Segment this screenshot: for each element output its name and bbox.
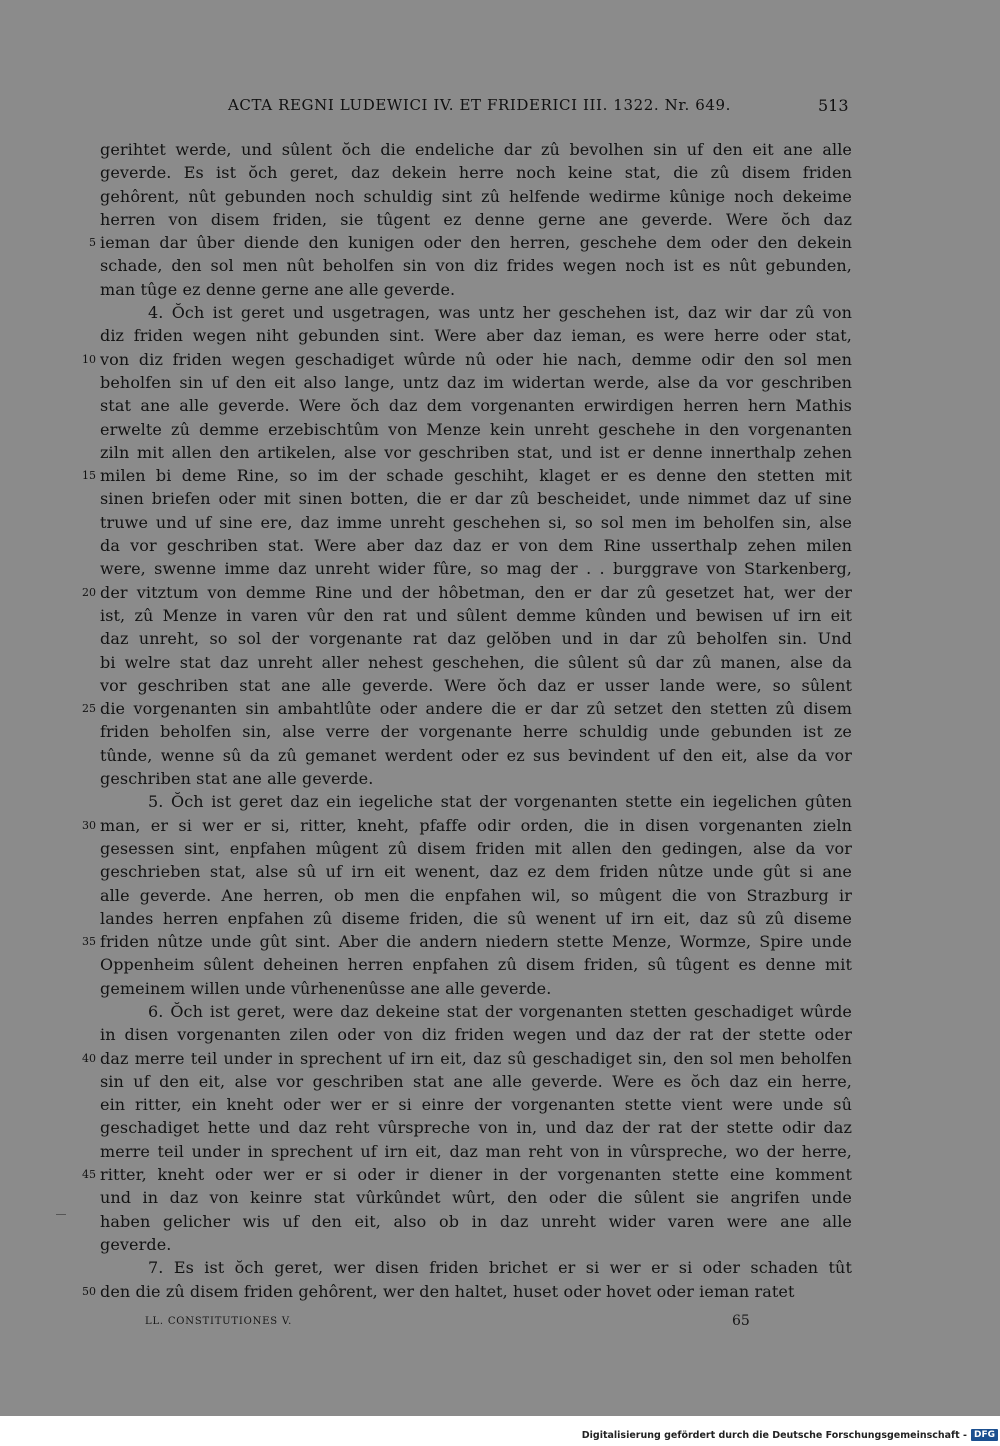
line-number: 15 (82, 469, 96, 483)
text-line (82, 1163, 852, 1186)
line-text: daz merre teil under in sprechent uf irn eit, daz sû geschadiget sin, den sol men beholfen (100, 1048, 852, 1068)
text-line (100, 720, 852, 743)
text-line (100, 324, 852, 347)
line-text: daz unreht, so sol der vorgenante rat daz gelŏben und in dar zû beholfen sin. Und (100, 629, 852, 649)
text-line (100, 301, 852, 324)
text-line (100, 138, 852, 161)
text-line (100, 907, 852, 930)
credit-text: Digitalisierung gefördert durch die Deutsche Forschungsgemeinschaft - (581, 1429, 967, 1441)
line-number: 45 (82, 1168, 96, 1182)
text-line (89, 231, 852, 254)
line-number: 20 (82, 585, 96, 599)
line-text: ziln mit allen den artikelen, alse vor geschriben stat, und ist er denne innerthalp zehen (100, 442, 852, 462)
line-text: stat ane alle geverde. Were ŏch daz dem vorgenanten erwirdigen herren hern Mathis (100, 396, 852, 416)
text-line (100, 394, 852, 417)
text-line (100, 1023, 852, 1046)
text-line (100, 651, 852, 674)
line-text: herren von disem friden, sie tûgent ez denne gerne ane geverde. Were ŏch daz (100, 209, 852, 229)
text-line (82, 930, 852, 953)
line-text: ieman dar ûber diende den kunigen oder den herren, geschehe dem oder den dekein (100, 233, 852, 253)
line-text: alle geverde. Ane herren, ob men die enpfahen wil, so mûgent die von Strazburg ir (100, 885, 852, 905)
text-line (100, 1186, 852, 1209)
text-line (100, 884, 852, 907)
line-text: truwe und uf sine ere, daz imme unreht geschehen si, so sol men im beholfen sin, alse (100, 512, 852, 532)
text-line (100, 418, 852, 441)
text-line (100, 278, 852, 301)
text-line (100, 185, 852, 208)
line-text: vor geschriben stat ane alle geverde. Were ŏch daz er usser lande were, so sûlent (100, 675, 852, 695)
text-line (100, 767, 852, 790)
page-footer (0, 1313, 1000, 1336)
line-text: 5. Ŏch ist geret daz ein iegeliche stat der vorgenanten stette ein iegelichen gûten (148, 792, 852, 812)
line-text: landes herren enpfahen zû diseme friden, die sû wenent uf irn eit, daz sû zû diseme (100, 908, 852, 928)
text-line (100, 511, 852, 534)
line-number: 25 (82, 702, 96, 716)
text-line (100, 254, 852, 277)
text-line (100, 790, 852, 813)
text-line (100, 674, 852, 697)
line-text: gemeinem willen unde vûrhenenûsse ane alle geverde. (100, 978, 552, 998)
line-text: geschadiget hette und daz reht vûrspreche von in, und daz der rat der stette odir daz (100, 1118, 852, 1138)
line-text: gehôrent, nût gebunden noch schuldig sint zû helfende wedirme kûnige noch dekeime (100, 186, 852, 206)
text-line (100, 744, 852, 767)
line-text: und in daz von keinre stat vûrkûndet wûrt, den oder die sûlent sie angrifen unde (100, 1188, 852, 1208)
text-line (100, 1140, 852, 1163)
text-line (82, 581, 852, 604)
line-text: der vitztum von demme Rine und der hôbetman, den er dar zû gesetzet hat, wer der (100, 582, 852, 602)
text-line (82, 1280, 852, 1303)
line-text: man, er si wer er si, ritter, kneht, pfaffe odir orden, die in disen vorgenanten zieln (100, 815, 852, 835)
line-number: 30 (82, 818, 96, 832)
line-text: geverde. (100, 1234, 172, 1254)
line-text: von diz friden wegen geschadiget wûrde nû oder hie nach, demme odir den sol men (100, 349, 852, 369)
line-text: 4. Ŏch ist geret und usgetragen, was untz her geschehen ist, daz wir dar zû von (148, 303, 852, 323)
text-line (100, 161, 852, 184)
text-line (100, 1116, 852, 1139)
line-text: den die zû disem friden gehôrent, wer den haltet, huset oder hovet oder ieman ratet (100, 1281, 795, 1301)
line-text: friden beholfen sin, alse verre der vorgenante herre schuldig unde gebunden ist ze (100, 722, 852, 742)
text-line (82, 1047, 852, 1070)
text-line (82, 348, 852, 371)
line-text: merre teil under in sprechent uf irn eit, daz man reht von in vûrspreche, wo der herre, (100, 1141, 852, 1161)
line-text: ist, zû Menze in varen vûr den rat und sûlent demme kûnden und bewisen uf irn eit (100, 605, 852, 625)
line-text: diz friden wegen niht gebunden sint. Were aber daz ieman, es were herre oder stat, (100, 326, 852, 346)
page-number: 513 (818, 96, 849, 115)
text-line (100, 627, 852, 650)
signature-mark: LL. CONSTITUTIONES V. (145, 1316, 293, 1327)
text-line (100, 860, 852, 883)
line-number: 5 (89, 236, 96, 250)
line-text: geverde. Es ist ŏch geret, daz dekein herre noch keine stat, die zû disem friden (100, 163, 852, 183)
text-line (100, 604, 852, 627)
text-line (100, 371, 852, 394)
line-number: 10 (82, 352, 96, 366)
line-text: sin uf den eit, alse vor geschriben stat ane alle geverde. Were es ŏch daz ein herre, (100, 1071, 852, 1091)
text-line (82, 464, 852, 487)
line-text: haben gelicher wis uf den eit, also ob in daz unreht wider varen were ane alle (100, 1211, 852, 1231)
text-line (100, 1093, 852, 1116)
line-text: gerihtet werde, und sûlent ŏch die endeliche dar zû bevolhen sin uf den eit ane alle (100, 140, 852, 159)
line-text: geschriben stat ane alle geverde. (100, 769, 374, 789)
text-line (100, 977, 852, 1000)
text-line (100, 1000, 852, 1023)
line-text: in disen vorgenanten zilen oder von diz friden wegen und daz der rat der stette oder (100, 1025, 852, 1045)
text-line (100, 534, 852, 557)
line-text: 7. Es ist ŏch geret, wer disen friden brichet er si wer er si oder schaden tût (148, 1258, 852, 1278)
line-text: die vorgenanten sin ambahtlûte oder andere die er dar zû setzet den stetten zû disem (100, 699, 852, 719)
margin-mark (56, 1214, 66, 1215)
text-line (100, 441, 852, 464)
line-text: man tûge ez denne gerne ane alle geverde. (100, 279, 456, 299)
dfg-logo-icon: DFG (971, 1429, 998, 1441)
line-text: schade, den sol men nût beholfen sin von diz frides wegen noch ist es nût gebunden, (100, 256, 852, 276)
line-number: 50 (82, 1284, 96, 1298)
text-line (100, 837, 852, 860)
text-line (100, 1256, 852, 1279)
line-text: bi welre stat daz unreht aller nehest geschehen, die sûlent sû dar zû manen, alse da (100, 652, 852, 672)
funding-credit (582, 1427, 998, 1443)
line-text: erwelte zû demme erzebischtûm von Menze kein unreht geschehe in den vorgenanten (100, 419, 852, 439)
running-title: ACTA REGNI LUDEWICI IV. ET FRIDERICI III. 1322. Nr. 649. (228, 96, 732, 114)
line-text: Oppenheim sûlent deheinen herren enpfahen zû disem friden, sû tûgent es denne mit (100, 955, 852, 975)
line-text: da vor geschriben stat. Were aber daz daz er von dem Rine usserthalp zehen milen (100, 536, 852, 556)
line-text: gesessen sint, enpfahen mûgent zû disem friden mit allen den gedingen, alse da vor (100, 838, 852, 858)
line-text: friden nûtze unde gût sint. Aber die andern niedern stette Menze, Wormze, Spire unde (100, 932, 852, 952)
text-line (100, 557, 852, 580)
text-line (100, 1070, 852, 1093)
text-line (100, 953, 852, 976)
line-text: geschrieben stat, alse sû uf irn eit wenent, daz ez dem friden nûtze unde gût si ane (100, 862, 852, 882)
line-number: 40 (82, 1051, 96, 1065)
text-line (100, 1210, 852, 1233)
body-text (82, 138, 852, 1303)
line-text: 6. Ŏch ist geret, were daz dekeine stat der vorgenanten stetten geschadiget wûrde (148, 1001, 852, 1021)
line-text: tûnde, wenne sû da zû gemanet werdent oder ez sus bevindent uf den eit, alse da vor (100, 745, 852, 765)
running-header (0, 96, 1000, 120)
text-line (100, 208, 852, 231)
line-text: sinen briefen oder mit sinen botten, die er dar zû bescheidet, unde nimmet daz uf sine (100, 489, 852, 509)
text-line (82, 697, 852, 720)
line-text: were, swenne imme daz unreht wider fûre, so mag der . . burggrave von Starkenberg, (100, 559, 852, 579)
line-text: ein ritter, ein kneht oder wer er si einre der vorgenanten stette vient were unde sû (100, 1095, 852, 1115)
line-text: milen bi deme Rine, so im der schade geschiht, klaget er es denne den stetten mit (100, 466, 852, 486)
line-text: beholfen sin uf den eit also lange, untz daz im widertan werde, alse da vor geschriben (100, 372, 852, 392)
text-line (82, 814, 852, 837)
text-line (100, 487, 852, 510)
line-text: ritter, kneht oder wer er si oder ir diener in der vorgenanten stette eine komment (100, 1165, 852, 1185)
line-number: 35 (82, 935, 96, 949)
text-line (100, 1233, 852, 1256)
gathering-number: 65 (732, 1313, 750, 1329)
